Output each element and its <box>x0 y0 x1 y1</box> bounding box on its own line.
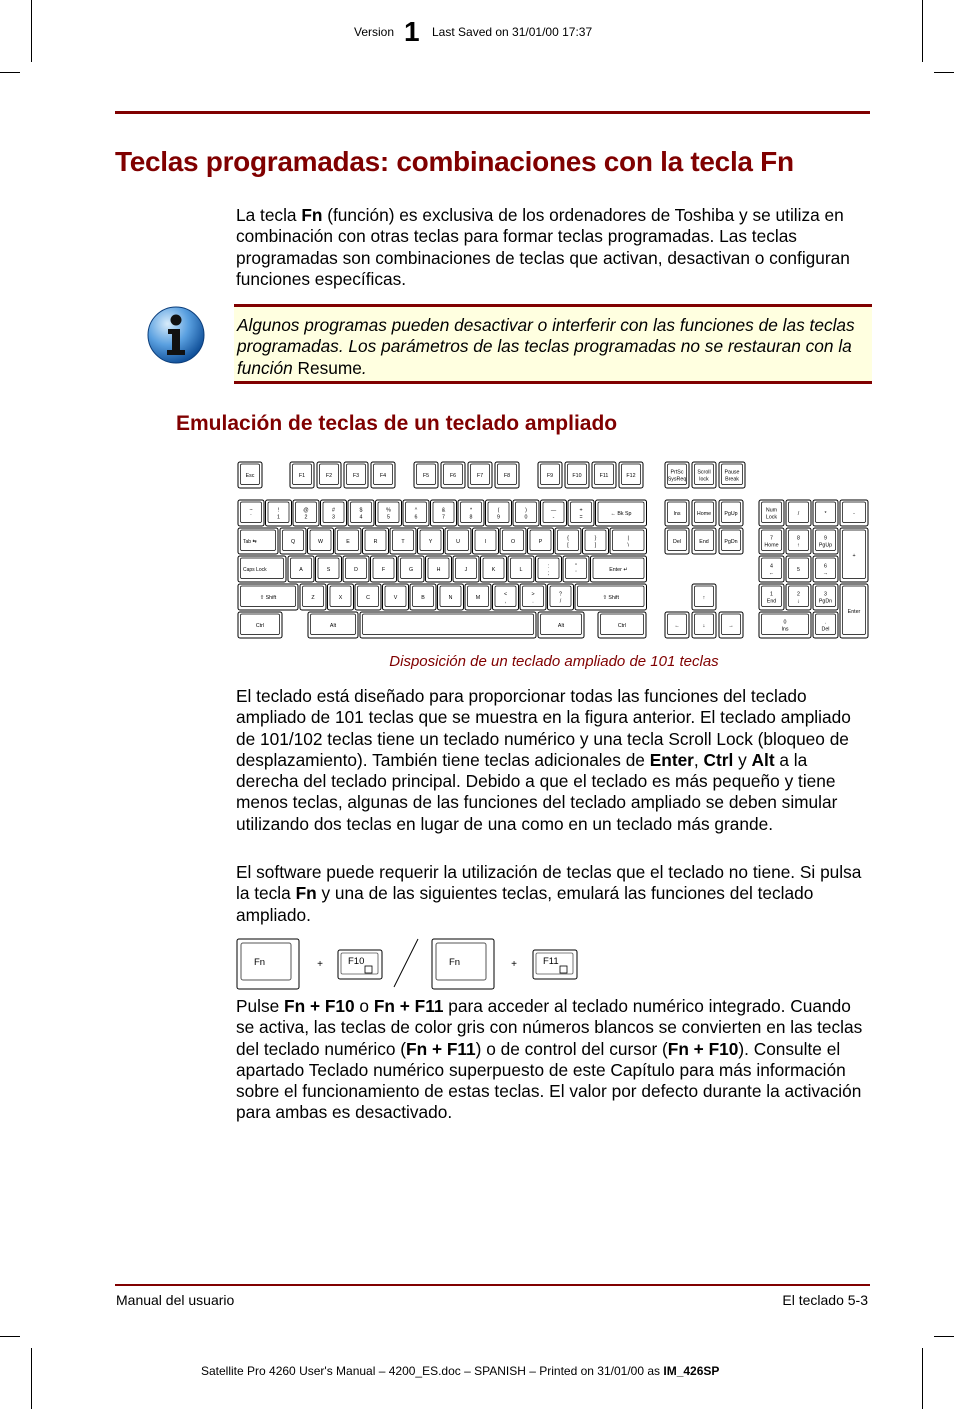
key-label: → <box>822 570 829 577</box>
plus-sign: + <box>511 959 517 970</box>
key-label: " <box>575 563 577 570</box>
section-subtitle: Emulación de teclas de un teclado ampliado <box>176 412 618 435</box>
key-label: ~ <box>249 507 253 514</box>
key-label: ' <box>575 570 577 577</box>
keyboard-key <box>840 584 868 638</box>
key-label: F11 <box>599 473 609 479</box>
key-label: W <box>318 539 323 545</box>
key-label: Y <box>428 539 433 545</box>
crop-mark <box>0 1336 20 1337</box>
keyboard-key <box>293 500 319 526</box>
key-label: R <box>373 539 378 545</box>
key-label: H <box>436 567 441 573</box>
key-label: SysReq <box>667 476 687 483</box>
keyboard-key <box>343 556 369 582</box>
keyboard-key <box>390 528 416 554</box>
keyboard-key <box>238 584 298 610</box>
key-label: E <box>346 539 350 545</box>
key-label: 8 <box>469 514 473 521</box>
keyboard-key <box>840 500 868 526</box>
key-label: Esc <box>245 473 255 479</box>
keyboard-key <box>438 584 464 610</box>
key-label: PgUp <box>818 542 833 549</box>
keyboard-key <box>528 528 554 554</box>
print-info: Satellite Pro 4260 User's Manual – 4200_ES.doc – SPANISH – Printed on 31/01/00 as IM_426SP <box>201 1364 720 1378</box>
key-label: 1 <box>770 591 773 598</box>
keyboard-key <box>575 584 647 610</box>
key-label: 0 <box>783 619 787 626</box>
keyboard-key <box>410 584 436 610</box>
keyboard-key <box>486 500 512 526</box>
crop-mark <box>934 72 954 73</box>
fn-key <box>237 939 299 989</box>
info-icon <box>146 305 206 365</box>
key-label: } <box>594 535 597 542</box>
footer-page-number: El teclado 5-3 <box>782 1292 868 1308</box>
keyboard-key <box>355 584 381 610</box>
keyboard-key <box>598 612 646 638</box>
f11-key <box>533 950 577 979</box>
key-label: F2 <box>325 473 333 479</box>
key-label: * <box>469 507 473 514</box>
keyboard-key <box>692 612 716 638</box>
key-label: P <box>538 539 543 545</box>
intro-paragraph: La tecla Fn (función) es exclusiva de los ordenadores de Toshiba y se utiliza en combinación con otras teclas para formar teclas programadas. Las teclas programadas son combinaciones de teclas que activan, desactivan o configuran funciones específicas. <box>236 205 850 289</box>
key-label: T <box>401 539 405 545</box>
key-label: Scroll <box>697 469 711 476</box>
key-label: ↓ <box>797 598 800 605</box>
key-label: ← Bk Sp <box>610 511 632 517</box>
key-label: Enter ↵ <box>609 567 628 573</box>
key-label: 4 <box>359 514 363 521</box>
key-label: \ <box>627 542 629 549</box>
key-label: / <box>559 598 562 605</box>
key-label: ; <box>547 570 550 577</box>
keyboard-key <box>692 584 716 610</box>
key-label: G <box>408 567 414 573</box>
key-label: F8 <box>503 473 511 479</box>
keyboard-key <box>508 556 534 582</box>
keyboard-key <box>692 500 716 526</box>
version-number: 1 <box>404 16 420 47</box>
keyboard-key <box>583 528 609 554</box>
key-label: 0 <box>524 514 528 521</box>
keyboard-key <box>468 462 492 488</box>
keyboard-key <box>610 528 647 554</box>
keyboard-key <box>568 500 594 526</box>
key-label: End <box>766 598 777 605</box>
key-label: ⇧ Shift <box>259 595 277 601</box>
key-label: < <box>503 591 508 598</box>
key-label: PrtSc <box>670 469 684 476</box>
keyboard-key <box>280 528 306 554</box>
note-text: Algunos programas pueden desactivar o interferir con las funciones de las teclas programadas. Los parámetros de las teclas programadas no se restauran con la función Resume. <box>237 315 855 378</box>
keyboard-key <box>813 528 838 554</box>
keyboard-key <box>371 556 397 582</box>
keyboard-key <box>548 584 574 610</box>
keyboard-key <box>403 500 429 526</box>
keyboard-key <box>348 500 374 526</box>
key-label: # <box>332 507 335 514</box>
keyboard-key <box>759 528 784 554</box>
key-label: % <box>386 507 391 514</box>
key-label: | <box>627 535 629 542</box>
key-label: 8 <box>797 535 800 542</box>
keyboard-key <box>840 528 868 582</box>
key-label: → <box>728 623 734 629</box>
key-label: F4 <box>379 473 387 479</box>
key-label: K <box>491 567 496 573</box>
key-label: 3 <box>332 514 335 521</box>
key-label: F9 <box>546 473 554 479</box>
key-label: F1 <box>298 473 306 479</box>
key-label: & <box>441 507 446 514</box>
key-label: 7 <box>770 535 773 542</box>
keyboard-key <box>759 584 784 610</box>
key-label: Ctrl <box>617 623 627 629</box>
key-label: ← <box>768 570 775 577</box>
key-label: F5 <box>422 473 430 479</box>
key-label: F11 <box>543 956 559 967</box>
key-label: 5 <box>387 514 390 521</box>
top-rule <box>115 111 870 114</box>
keyboard-key <box>238 462 262 488</box>
page-header <box>0 16 954 47</box>
page-title: Teclas programadas: combinaciones con la tecla Fn <box>115 146 794 177</box>
keyboard-key <box>238 556 286 582</box>
key-label: Alt <box>329 623 337 629</box>
key-label: , <box>504 598 507 605</box>
keyboard-key <box>431 500 457 526</box>
key-label: - <box>552 514 555 521</box>
key-label: V <box>393 595 398 601</box>
f10-key <box>338 950 382 979</box>
key-label: I <box>484 539 487 545</box>
key-label: F10 <box>348 956 365 967</box>
key-label: A <box>299 567 303 573</box>
keyboard-key <box>300 584 326 610</box>
key-label: S <box>326 567 331 573</box>
key-label: > <box>531 591 535 598</box>
key-label: { <box>567 535 569 542</box>
key-label: . <box>824 619 827 626</box>
key-label: + <box>579 507 583 514</box>
keyboard-key <box>813 612 838 638</box>
bottom-rule <box>115 1284 870 1286</box>
key-label: Q <box>290 539 296 545</box>
keyboard-key <box>266 500 292 526</box>
key-label: Ins <box>673 511 681 517</box>
keyboard-key <box>786 556 811 582</box>
keyboard-key <box>759 612 811 638</box>
keyboard-key <box>619 462 643 488</box>
key-label: 1 <box>277 514 280 521</box>
key-label: 9 <box>497 514 500 521</box>
keyboard-key <box>596 500 647 526</box>
keyboard-key <box>290 462 314 488</box>
key-label: 6 <box>414 514 418 521</box>
keyboard-key <box>665 528 689 554</box>
key-label: Break <box>725 476 739 483</box>
key-label: 7 <box>442 514 445 521</box>
key-label: Lock <box>765 514 778 521</box>
keyboard-key <box>536 556 562 582</box>
separator-slash <box>394 939 418 987</box>
key-label: Home <box>696 511 712 517</box>
figure-caption: Disposición de un teclado ampliado de 101 teclas <box>389 653 719 670</box>
key-label: Home <box>764 542 779 549</box>
keyboard-key <box>321 500 347 526</box>
keyboard-key <box>458 500 484 526</box>
keyboard-key <box>813 556 838 582</box>
key-label: : <box>547 563 550 570</box>
keyboard-key <box>383 584 409 610</box>
keyboard-key <box>786 584 811 610</box>
key-label: N <box>448 595 453 601</box>
crop-mark <box>31 1348 32 1409</box>
key-label: Enter <box>847 609 861 615</box>
key-label: Fn <box>254 957 266 968</box>
key-label: F12 <box>626 473 636 479</box>
keyboard-key <box>495 462 519 488</box>
key-label: Del <box>673 539 681 545</box>
footer-manual-title: Manual del usuario <box>116 1292 235 1308</box>
keyboard-diagram <box>236 460 871 640</box>
keyboard-key <box>591 556 647 582</box>
key-label: F10 <box>572 473 582 479</box>
keyboard-key <box>759 556 784 582</box>
keyboard-key <box>335 528 361 554</box>
fn-key <box>432 939 494 989</box>
version-label: Version <box>354 25 395 39</box>
key-label: Fn <box>449 957 461 968</box>
keyboard-key <box>308 528 334 554</box>
key-label: Num <box>765 507 778 514</box>
key-label: U <box>456 539 460 545</box>
keyboard-key <box>565 462 589 488</box>
keyboard-key <box>719 528 743 554</box>
crop-mark <box>0 72 20 73</box>
key-label: ↓ <box>702 623 706 629</box>
key-label: Ins <box>781 626 789 633</box>
key-label: = <box>579 514 583 521</box>
key-label: PgDn <box>724 539 738 545</box>
key-label: End <box>699 539 709 545</box>
key-label: Ctrl <box>255 623 265 629</box>
keyboard-key <box>538 462 562 488</box>
key-label: ( <box>497 507 500 514</box>
key-label: ` <box>250 514 252 521</box>
key-label: ⇧ Shift <box>602 595 620 601</box>
keyboard-key <box>328 584 354 610</box>
keyboard-key <box>719 500 743 526</box>
key-label: ) <box>525 507 527 514</box>
key-label: Del <box>821 626 830 633</box>
key-label: C <box>366 595 370 601</box>
crop-mark <box>922 1348 923 1409</box>
crop-mark <box>934 1336 954 1337</box>
keyboard-key <box>692 528 716 554</box>
key-label: 5 <box>797 567 800 573</box>
keyboard-key <box>520 584 546 610</box>
keyboard-key <box>493 584 519 610</box>
keyboard-key <box>692 462 716 488</box>
key-label: Alt <box>557 623 565 629</box>
keyboard-key <box>398 556 424 582</box>
keyboard-key <box>288 556 314 582</box>
key-label: . <box>532 598 534 605</box>
keyboard-key <box>665 612 689 638</box>
keyboard-key <box>719 612 743 638</box>
keyboard-key <box>481 556 507 582</box>
keyboard-key <box>665 462 689 488</box>
key-label: F3 <box>352 473 360 479</box>
keyboard-key <box>473 528 499 554</box>
key-label: 9 <box>824 535 827 542</box>
keyboard-key <box>786 528 811 554</box>
key-label: 2 <box>797 591 800 598</box>
keyboard-key <box>414 462 438 488</box>
key-label: [ <box>567 542 569 549</box>
key-label: L <box>519 567 523 573</box>
key-label: $ <box>359 507 363 514</box>
keyboard-key <box>513 500 539 526</box>
key-label: ↑ <box>797 542 800 549</box>
body-paragraph-1: El teclado está diseñado para proporcionar todas las funciones del teclado ampliado de 101 teclas que se muestra en la figura anterior. El teclado ampliado de 101/102 teclas tiene un teclado numérico y una tecla Scroll Lock (bloqueo de desplazamiento). También tiene teclas adicionales de Enter, Ctrl y Alt a la derecha del teclado principal. Debido a que el teclado es más pequeño y tiene menos teclas, algunas de las funciones del teclado ampliado se deben simular utilizando dos teclas en lugar de una como en un teclado más grande. <box>236 686 851 834</box>
keyboard-key <box>813 500 838 526</box>
keyboard-key <box>500 528 526 554</box>
keyboard-key <box>426 556 452 582</box>
key-label: 4 <box>770 563 773 570</box>
keyboard-key <box>238 612 282 638</box>
key-label: - <box>853 511 855 517</box>
keyboard-key <box>813 584 838 610</box>
key-label: lock <box>699 476 709 483</box>
key-label: F6 <box>449 473 457 479</box>
key-label: ? <box>559 591 562 598</box>
key-label: X <box>338 595 343 601</box>
keyboard-key <box>308 612 358 638</box>
key-label: O <box>510 539 516 545</box>
key-label: 6 <box>824 563 827 570</box>
key-label: D <box>354 567 358 573</box>
key-label: PgUp <box>724 511 738 517</box>
keyboard-key <box>316 556 342 582</box>
keyboard-key <box>376 500 402 526</box>
key-label: 3 <box>824 591 827 598</box>
note-box <box>234 304 872 384</box>
key-label: Z <box>311 595 315 601</box>
key-label: ! <box>277 507 280 514</box>
key-label: F <box>381 567 386 573</box>
keyboard-key <box>238 528 278 554</box>
key-label: PgDn <box>818 598 833 605</box>
key-label: ] <box>594 542 597 549</box>
key-label: @ <box>303 507 309 514</box>
body-paragraph-2: El software puede requerir la utilización de teclas que el teclado no tiene. Si pulsa la tecla Fn y una de las siguientes teclas, emulará las funciones del teclado ampliado. <box>236 862 862 925</box>
key-label: Tab ⇆ <box>243 539 257 545</box>
fn-key-combinations <box>236 937 586 991</box>
key-label: ^ <box>414 507 418 514</box>
keyboard-key <box>541 500 567 526</box>
keyboard-key <box>445 528 471 554</box>
keyboard-key <box>453 556 479 582</box>
key-label: Caps Lock <box>243 567 267 573</box>
keyboard-key <box>418 528 444 554</box>
keyboard-key <box>759 500 784 526</box>
key-label: M <box>475 595 481 601</box>
keyboard-key <box>238 500 264 526</box>
keyboard-key <box>344 462 368 488</box>
key-label: — <box>550 507 557 514</box>
keyboard-key <box>441 462 465 488</box>
keyboard-key <box>563 556 589 582</box>
key-label: F7 <box>476 473 484 479</box>
key-label: B <box>421 595 425 601</box>
key-label: 2 <box>304 514 308 521</box>
last-saved: Last Saved on 31/01/00 17:37 <box>432 25 593 39</box>
keyboard-key <box>363 528 389 554</box>
keyboard-key <box>317 462 341 488</box>
keyboard-key <box>555 528 581 554</box>
body-paragraph-3: Pulse Fn + F10 o Fn + F11 para acceder al teclado numérico integrado. Cuando se activa, las teclas de color gris con números blancos se convierten en las teclas del teclado numérico (Fn + F11) o de control del cursor (Fn + F10). Consulte el apartado Teclado numérico superpuesto de este Capítulo para más información sobre el funcionamiento de estas teclas. El valor por defecto durante la activación para ambas es desactivado. <box>236 996 863 1123</box>
keyboard-key <box>786 500 811 526</box>
keyboard-key <box>371 462 395 488</box>
plus-sign: + <box>317 959 323 970</box>
keyboard-key <box>592 462 616 488</box>
key-label: Pause <box>724 469 740 476</box>
key-label: * <box>824 511 827 517</box>
keyboard-key <box>360 612 536 638</box>
key-label: ← <box>674 623 680 629</box>
key-label: J <box>464 567 468 573</box>
keyboard-key <box>465 584 491 610</box>
keyboard-key <box>719 462 745 488</box>
keyboard-key <box>665 500 689 526</box>
key-label: / <box>797 511 800 517</box>
key-label: ↑ <box>702 595 706 601</box>
keyboard-key <box>538 612 584 638</box>
key-label: + <box>852 553 856 559</box>
